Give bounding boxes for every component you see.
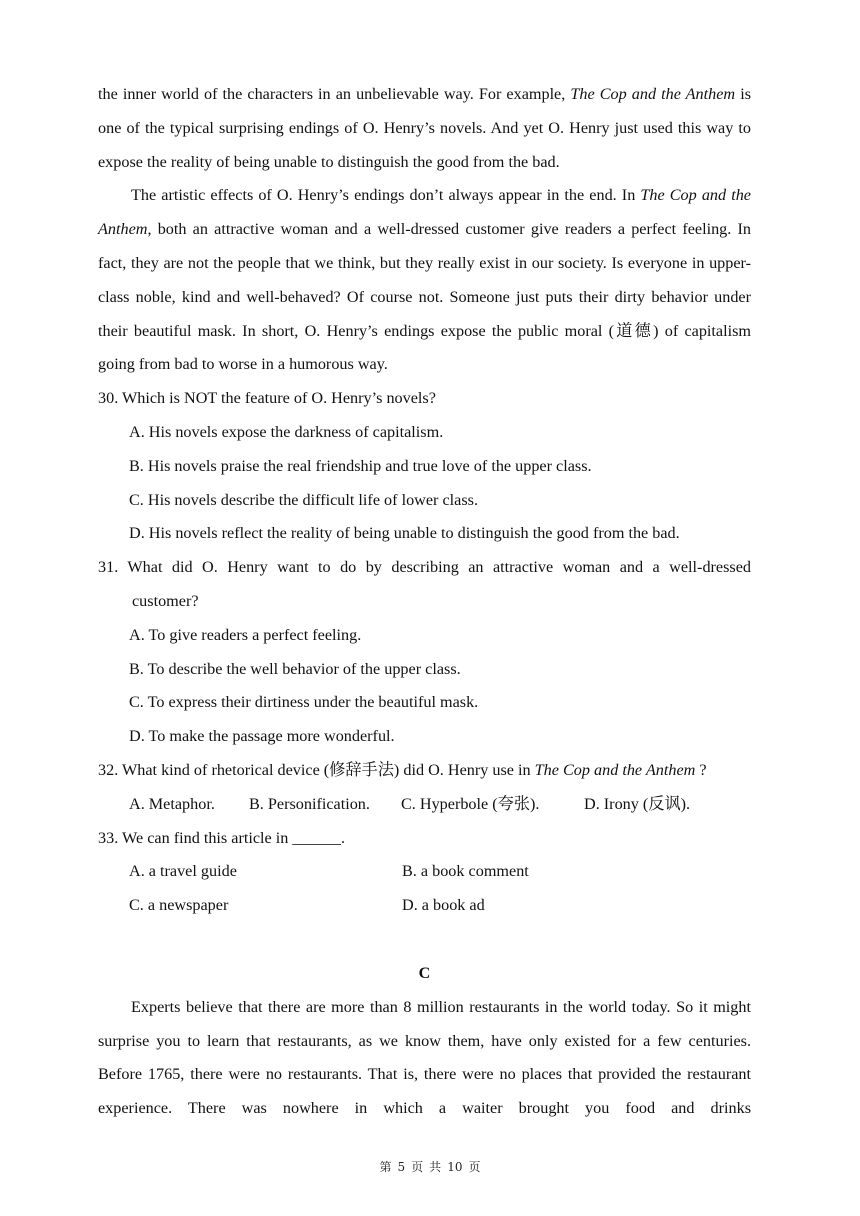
section-heading: C [418,963,431,982]
option-a: A. a travel guide [129,862,237,881]
footer-text: 第 [379,1160,392,1174]
option-d: D. a book ad [402,896,485,915]
footer-text: 页 [411,1160,424,1174]
story-title: The Cop and the Anthem [534,760,696,779]
option-b: B. a book comment [402,862,529,881]
question-stem: 31. What did O. Henry want to do by describing an attractive woman and a well-dressed [98,558,751,577]
exam-page [98,78,751,1126]
option-b: B. Personification. [249,794,370,813]
option-a: A. To give readers a perfect feeling. [129,625,362,644]
question-stem: 30. Which is NOT the feature of O. Henry’s novels? [98,389,436,408]
page-footer [0,1158,860,1175]
question-32 [98,754,751,822]
option-c: C. a newspaper [129,896,229,915]
options-row [98,855,751,889]
text-segment: 33. We can find this article in [98,828,293,847]
text-segment: 32. What kind of rhetorical device (修辞手法) did O. Henry use in [98,760,535,779]
option-a: A. Metaphor. [129,794,215,813]
option-d: D. To make the passage more wonderful. [129,727,395,746]
story-title: The Cop and the Anthem [570,85,736,103]
option-b: B. To describe the well behavior of the upper class. [129,659,461,678]
option-a: A. His novels expose the darkness of capitalism. [129,422,444,441]
text-segment: the inner world of the characters in an unbelievable way. For example, [98,85,571,103]
option-d: D. Irony (反讽). [584,794,691,813]
option-c: C. Hyperbole (夸张). [401,794,540,813]
question-stem-continued: customer? [132,591,199,610]
question-33 [98,822,751,923]
option-c: C. To express their dirtiness under the beautiful mask. [129,693,479,712]
text-segment: , both an attractive woman and a well-dressed customer give readers a perfect feeling. In fact, they are not the people that we think, but they really exist in our society. Is everyone in upper-class noble, kind and well-behaved? Of course not. Someone just puts their dirty behavior under their beautiful mask. In short, O. Henry’s endings expose the public moral (道德) of capitalism going from bad to worse in a humorous way. [98,220,751,374]
text-segment: ? [695,760,707,779]
options-row [98,788,751,822]
option-c: C. His novels describe the difficult life of lower class. [129,490,478,509]
footer-text: 页 [468,1160,481,1174]
question-31 [98,551,751,754]
story-title: The Cop and the Anthem [98,186,751,239]
total-pages: 10 [447,1160,463,1174]
passage-c-paragraph-1: Experts believe that there are more than 8 million restaurants in the world today. So it might surprise you to learn that restaurants, as we know them, have only existed for a few centuries. Before 1765, there were no restaurants. That is, there were no places that provided the restaurant experience. There was nowhere in which a waiter brought you food and drinks [98,997,751,1118]
answer-blank: ______ [292,828,341,847]
passage-b-paragraph-2 [98,179,751,382]
options-row [98,889,751,923]
page-number: 5 [397,1160,406,1174]
text-segment: is one of the typical surprising endings of O. Henry’s novels. And yet O. Henry just used this way to expose the reality of being unable to distinguish the good from the bad. [98,85,751,171]
question-stem [98,754,751,788]
passage-b-paragraph-1 [98,78,751,179]
footer-text: 共 [429,1160,442,1174]
option-d: D. His novels reflect the reality of being unable to distinguish the good from the bad. [129,524,680,543]
option-b: B. His novels praise the real friendship and true love of the upper class. [129,456,592,475]
question-30 [98,382,751,551]
text-segment: The artistic effects of O. Henry’s endings don’t always appear in the end. In [131,186,641,205]
text-segment: . [340,828,346,847]
question-stem [98,822,751,856]
